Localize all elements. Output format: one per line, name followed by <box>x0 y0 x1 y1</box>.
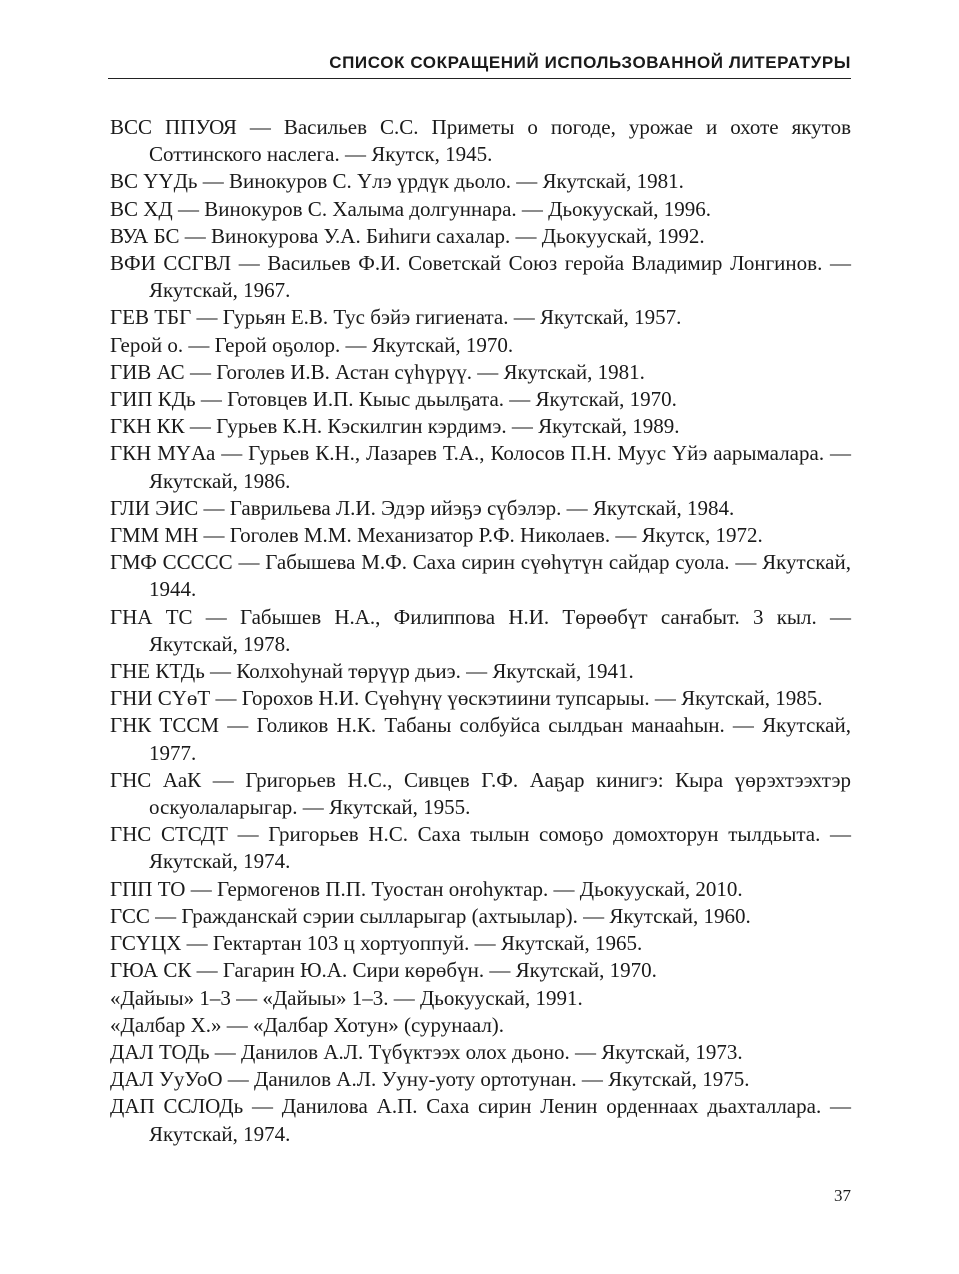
list-item: ГИП КДь — Готовцев И.П. Кыыс дьылҕата. — Якутскай, 1970. <box>110 387 677 412</box>
header-rule <box>108 78 851 79</box>
list-item: ГКН МҮАа — Гурьев К.Н., Лазарев Т.А., Колосов П.Н. Муус Үйэ аарымалара. — Якутскай, 1986. <box>110 441 851 493</box>
list-item: ГЕВ ТБГ — Гурьян Е.В. Тус бэйэ гигиената. — Якутскай, 1957. <box>110 305 682 330</box>
list-item: ГИВ АС — Гоголев И.В. Астан сүһүрүү. — Якутскай, 1981. <box>110 359 645 384</box>
list-item: ВСС ППУОЯ — Васильев С.С. Приметы о погоде, урожае и охоте якутов Соттинского наслега. — Якутск, 1945. <box>110 115 851 167</box>
list-item: ГММ МН — Гоголев М.М. Механизатор Р.Ф. Николаев. — Якутск, 1972. <box>110 523 763 548</box>
abbreviation-list <box>110 114 851 1148</box>
list-item: «Дайыы» 1–3 — «Дайыы» 1–3. — Дьокуускай, 1991. <box>110 985 583 1010</box>
list-item: ВФИ ССГВЛ — Васильев Ф.И. Советскай Союз геройа Владимир Лонгинов. — Якутскай, 1967. <box>110 251 851 303</box>
list-item: ГНС АаК — Григорьев Н.С., Сивцев Г.Ф. Ааҕар кинигэ: Кыра үөрэхтээхтэр оскуолаларыгар. — Якутскай, 1955. <box>110 767 851 820</box>
list-item: ГКН КК — Гурьев К.Н. Кэскилгин кэрдимэ. — Якутскай, 1989. <box>110 414 680 439</box>
list-item: ВУА БС — Винокурова У.А. Биһиги сахалар. — Дьокуускай, 1992. <box>110 223 705 248</box>
list-item: ГСС — Гражданскай сэрии сылларыгар (ахтыылар). — Якутскай, 1960. <box>110 903 751 928</box>
running-head-title: СПИСОК СОКРАЩЕНИЙ ИСПОЛЬЗОВАННОЙ ЛИТЕРАТУРЫ <box>329 53 851 72</box>
list-item: ВС ҮҮДь — Винокуров С. Үлэ үрдүк дьоло. — Якутскай, 1981. <box>110 169 684 194</box>
list-item: ГПП ТО — Гермогенов П.П. Туостан оҥоһуктар. — Дьокуускай, 2010. <box>110 876 743 901</box>
list-item: ГСҮЦХ — Гектартан 103 ц хортуоппуй. — Якутскай, 1965. <box>110 931 643 956</box>
list-item: ДАЛ ТОДь — Данилов А.Л. Түбүктээх олох дьоно. — Якутскай, 1973. <box>110 1039 743 1064</box>
list-item: ГНЕ КТДь — Колхоһунай төрүүр дьиэ. — Якутскай, 1941. <box>110 659 634 684</box>
list-item: ГНС СТСДТ — Григорьев Н.С. Саха тылын сомоҕо домохторун тылдьыта. — Якутскай, 1974. <box>110 822 851 874</box>
list-item: ВС ХД — Винокуров С. Халыма долгуннара. — Дьокуускай, 1996. <box>110 196 711 221</box>
list-item: ГМФ СССCС — Габышева М.Ф. Саха сирин сүөһүтүн сайдар суола. — Якутскай, 1944. <box>110 550 851 602</box>
list-item: Герой о. — Герой оҕолор. — Якутскай, 1970. <box>110 332 514 357</box>
list-item: ДАЛ УуУоО — Данилов А.Л. Ууну-уоту ортотунан. — Якутскай, 1975. <box>110 1067 750 1092</box>
list-item: «Далбар Х.» — «Далбар Хотун» (сурунаал). <box>110 1012 505 1037</box>
list-item: ГНА ТС — Габышев Н.А., Филиппова Н.И. Төрөөбүт саҥабыт. 3 кыл. — Якутскай, 1978. <box>110 604 851 656</box>
page-number: 37 <box>834 1186 851 1205</box>
list-item: ГНК ТССМ — Голиков Н.К. Табаны солбуйса сылдьан манааһын. — Якутскай, 1977. <box>110 713 851 765</box>
list-item: ГЮА СК — Гагарин Ю.А. Сири көрөбүн. — Якутскай, 1970. <box>110 958 657 983</box>
list-item: ГЛИ ЭИС — Гаврильева Л.И. Эдэр ийэҕэ сүбэлэр. — Якутскай, 1984. <box>110 495 735 520</box>
list-item: ДАП ССЛОДь — Данилова А.П. Саха сирин Ленин орденнаах дьахталлара. — Якутскай, 1974. <box>110 1094 851 1146</box>
list-item: ГНИ СҮөТ — Горохов Н.И. Сүөһүнү үөскэтиини тупсарыы. — Якутскай, 1985. <box>110 686 823 711</box>
